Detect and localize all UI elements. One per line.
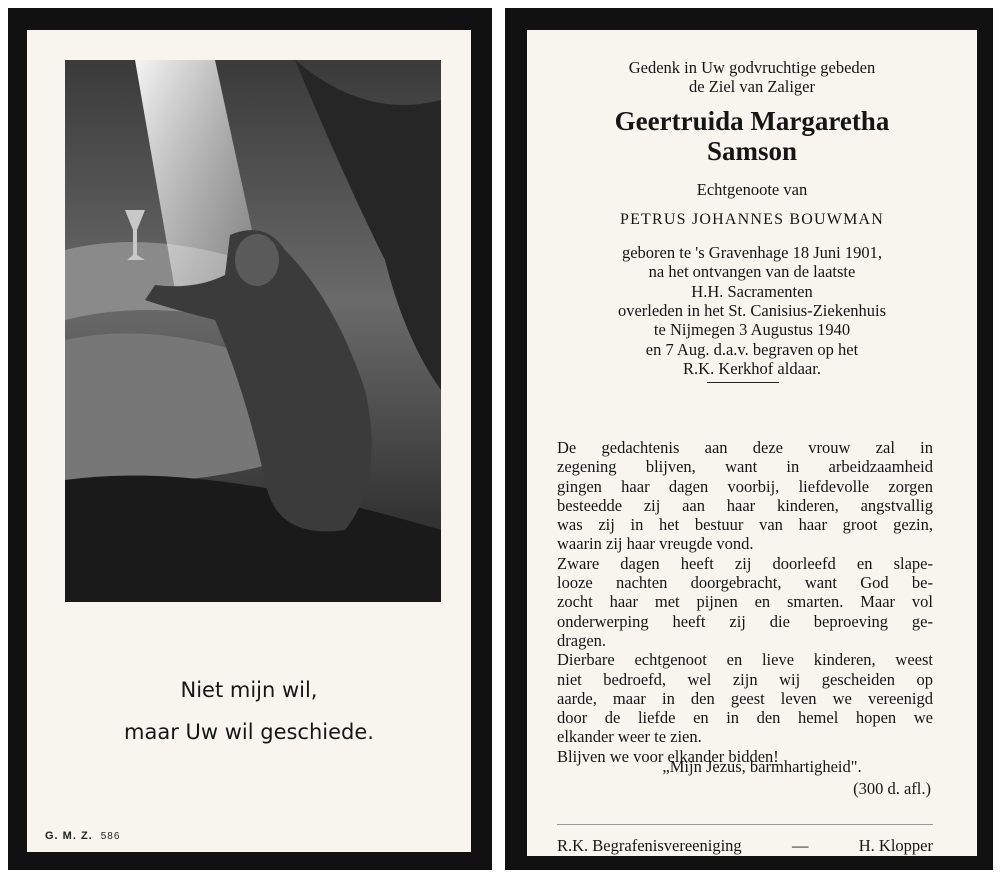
memorial-text — [557, 438, 933, 766]
memorial-text-line: gingen haar dagen voorbij, liefdevolle zorgen — [557, 476, 933, 496]
detail-line: na het ontvangen van de laatste — [648, 262, 856, 282]
memorial-text-line: door de liefde en in den hemel hopen we — [557, 708, 933, 728]
memorial-card-front — [8, 8, 492, 870]
memorial-text-line: Dierbare echtgenoot en lieve kinderen, weest — [557, 650, 933, 670]
memorial-text-line: onderwerping heeft zij die beproeving ge- — [557, 611, 933, 631]
memorial-text-line: De gedachtenis aan deze vrouw zal in — [557, 438, 933, 457]
memorial-card-back — [505, 8, 993, 870]
back-panel — [527, 30, 977, 856]
footer-divider — [557, 824, 933, 825]
printer-mark-text: G. M. Z. — [45, 830, 93, 842]
memorial-text-line: niet bedroefd, wel zijn wij gescheiden op — [557, 669, 933, 689]
indulgence-note: (300 d. afl.) — [853, 779, 931, 798]
memorial-text-line: waarin zij haar vreugde vond. — [557, 534, 754, 554]
undertaker: H. Klopper — [858, 836, 933, 855]
memorial-text-line: elkander weer te zien. — [557, 727, 702, 747]
memorial-text-line: zegening blijven, want in arbeidzaamheid — [557, 457, 933, 477]
spouse-name: PETRUS JOHANNES BOUWMAN — [619, 211, 885, 228]
detail-line: en 7 Aug. d.a.v. begraven op het — [645, 339, 859, 359]
memorial-text-line: dragen. — [557, 630, 607, 650]
caption-line-1: Niet mijn wil, — [180, 678, 318, 702]
intro-line-2: de Ziel van Zaliger — [689, 77, 815, 96]
divider — [707, 382, 779, 383]
detail-line: H.H. Sacramenten — [691, 281, 813, 301]
detail-line: R.K. Kerkhof aldaar. — [683, 358, 821, 378]
caption-line-2: maar Uw wil geschiede. — [124, 720, 374, 744]
printer-number: 586 — [100, 831, 121, 842]
detail-line: geboren te 's Gravenhage 18 Juni 1901, — [621, 243, 883, 262]
memorial-text-line: was zij in het bestuur van haar groot gezin, — [557, 515, 933, 535]
deceased-name-line-2: Samson — [706, 136, 798, 166]
front-panel — [27, 30, 471, 852]
memorial-text-line: zocht haar met pijnen en smarten. Maar vol — [557, 592, 933, 612]
detail-line: te Nijmegen 3 Augustus 1940 — [653, 320, 851, 340]
devotional-image-christ-in-gethsemane — [65, 60, 441, 602]
intro-line-1: Gedenk in Uw godvruchtige gebeden — [628, 58, 876, 77]
deceased-name-line-1: Geertruida Margaretha — [614, 106, 890, 136]
printer-mark — [45, 830, 120, 842]
footer-dash: — — [791, 836, 809, 855]
memorial-text-line: looze nachten doorgebracht, want God be- — [557, 573, 933, 593]
memorial-text-line: Blijven we voor elkander bidden! — [557, 746, 779, 766]
memorial-text-line: Zware dagen heeft zij doorleefd en slape- — [557, 553, 933, 573]
footer — [557, 836, 933, 856]
detail-line: overleden in het St. Canisius-Ziekenhuis — [617, 300, 887, 320]
funeral-society: R.K. Begrafenisvereeniging — [557, 836, 742, 855]
prayer: „Mijn Jezus, barmhartigheid". — [662, 757, 862, 776]
memorial-text-line: besteedde zij aan haar kinderen, angstvallig — [557, 495, 933, 515]
spouse-label: Echtgenoote van — [696, 180, 808, 199]
memorial-text-line: aarde, maar in den geest leven we vereenigd — [557, 688, 933, 708]
